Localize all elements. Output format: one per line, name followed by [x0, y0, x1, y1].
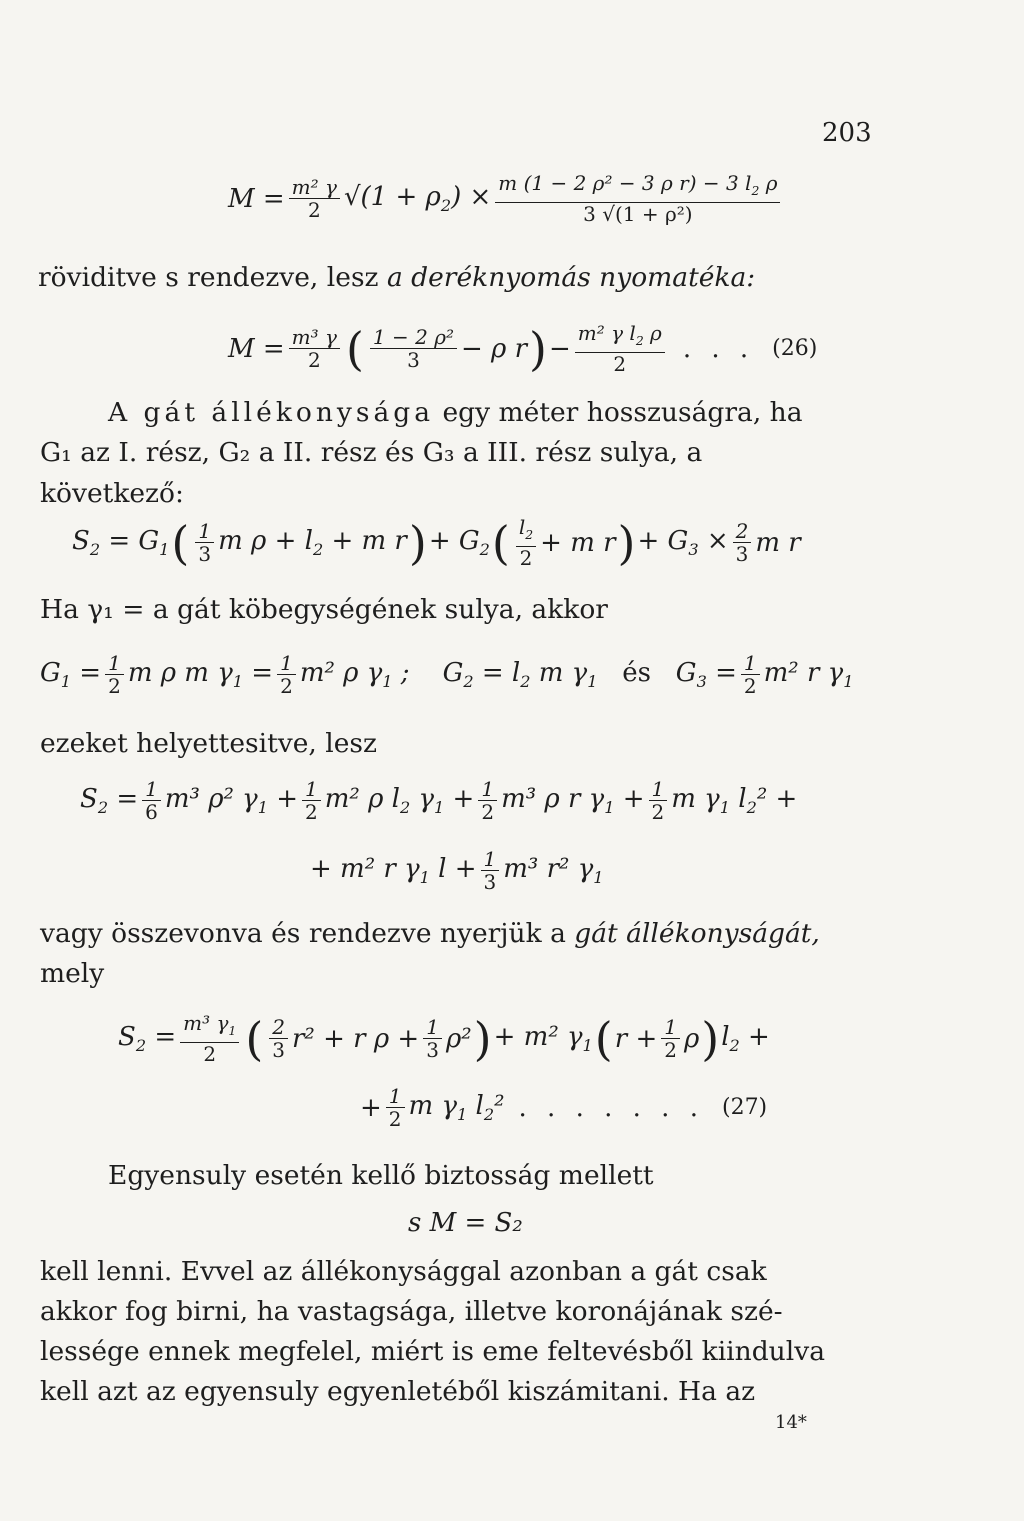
equation-S2-expanded-2: + m² r $\gamma_1$ l + $\frac{1}{3}$ m³ r² $\gamma_1$: [310, 847, 604, 894]
equation-26: M = $\frac{\text{m³ γ}}{2}$ ( $\frac{\text{1 − 2 ρ²}}{3}$ − ρ r ) − $\frac{m^2 \gamma l_2 \rho}{2}$ . . . (26): [228, 321, 818, 376]
catchword: 14*: [775, 1412, 807, 1433]
paragraph-2-line-3: következő:: [40, 478, 184, 509]
paragraph-4: ezeket helyettesitve, lesz: [40, 728, 377, 759]
equation-G-definitions: $G_1$ = $\frac{1}{2}$ m ρ m $\gamma_1$ = $\frac{1}{2}$ m² ρ $\gamma_1$ ; $G_2 = l_2$ m $\gamma_1$ és $G_3$ = $\frac{1}{2}$ m² r $\gamma_1$: [40, 651, 854, 698]
paragraph-1: röviditve s rendezve, lesz a deréknyomás nyomatéka:: [38, 262, 756, 293]
paragraph-3: Ha γ₁ = a gát köbegységének sulya, akkor: [40, 594, 608, 625]
paragraph-5-line-2: mely: [40, 958, 105, 989]
paragraph-2-line-2: G₁ az I. rész, G₂ a II. rész és G₃ a III. rész sulya, a: [40, 437, 703, 468]
equation-number-26: (26): [772, 336, 818, 361]
equation-27-line-1: $S_2$ = $\frac{m^3 \gamma_1}{2}$ ( $\frac{2}{3}$ r² + r ρ + $\frac{1}{3}$ ρ² ) + m² $\gamma_1$ ( r + $\frac{1}{2}$ ρ ) $l_2$ +: [118, 1011, 770, 1066]
equation-sM: s M = S₂: [408, 1208, 523, 1238]
paragraph-7-line-3: lessége ennek megfelel, miért is eme feltevésből kiindulva: [40, 1336, 825, 1367]
paragraph-2-line-1: A gát állékonysága egy méter hosszuságra, ha: [108, 397, 803, 428]
equation-number-27: (27): [721, 1095, 768, 1120]
page-number: 203: [822, 118, 872, 148]
equation-S2-G: $S_2 = G_1$ ( $\frac{1}{3}$ m $\rho + l_2 + m$ r ) + $G_2$ ( $\frac{l_2}{2}$ + m r ) + $G_3$ × $\frac{2}{3}$ m r: [72, 515, 801, 570]
paragraph-7-line-2: akkor fog birni, ha vastagsága, illetve koronájának szé-: [40, 1296, 783, 1327]
equation-27-line-2: + $\frac{1}{2}$ m $\gamma_1$ $l_2^2$ . . . . . . . (27): [360, 1084, 768, 1131]
paragraph-6: Egyensuly esetén kellő biztosság mellett: [108, 1160, 654, 1191]
paragraph-5-line-1: vagy összevonva és rendezve nyerjük a gát állékonyságát,: [40, 918, 820, 949]
paragraph-7-line-4: kell azt az egyensuly egyenletéből kiszámitani. Ha az: [40, 1376, 756, 1407]
equation-M-1: M = $\frac{\text{m² γ}}{2}$ $√(1 + \rho_2)$ × $\frac{m (1 - 2 \rho^2 - 3 \rho r) - 3 l_2 \rho}{\text{3 √(1 + ρ²)}}$: [228, 172, 784, 225]
paragraph-7-line-1: kell lenni. Evvel az állékonysággal azonban a gát csak: [40, 1256, 767, 1287]
equation-S2-expanded-1: $S_2$ = $\frac{1}{6}$ m³ ρ² $\gamma_1$ + $\frac{1}{2}$ m² ρ $l_2$ $\gamma_1$ + $\frac{1}{2}$ m³ ρ r $\gamma_1$ + $\frac{1}{2}$ m $\gamma_1$ $l_2^2$ +: [80, 777, 798, 824]
